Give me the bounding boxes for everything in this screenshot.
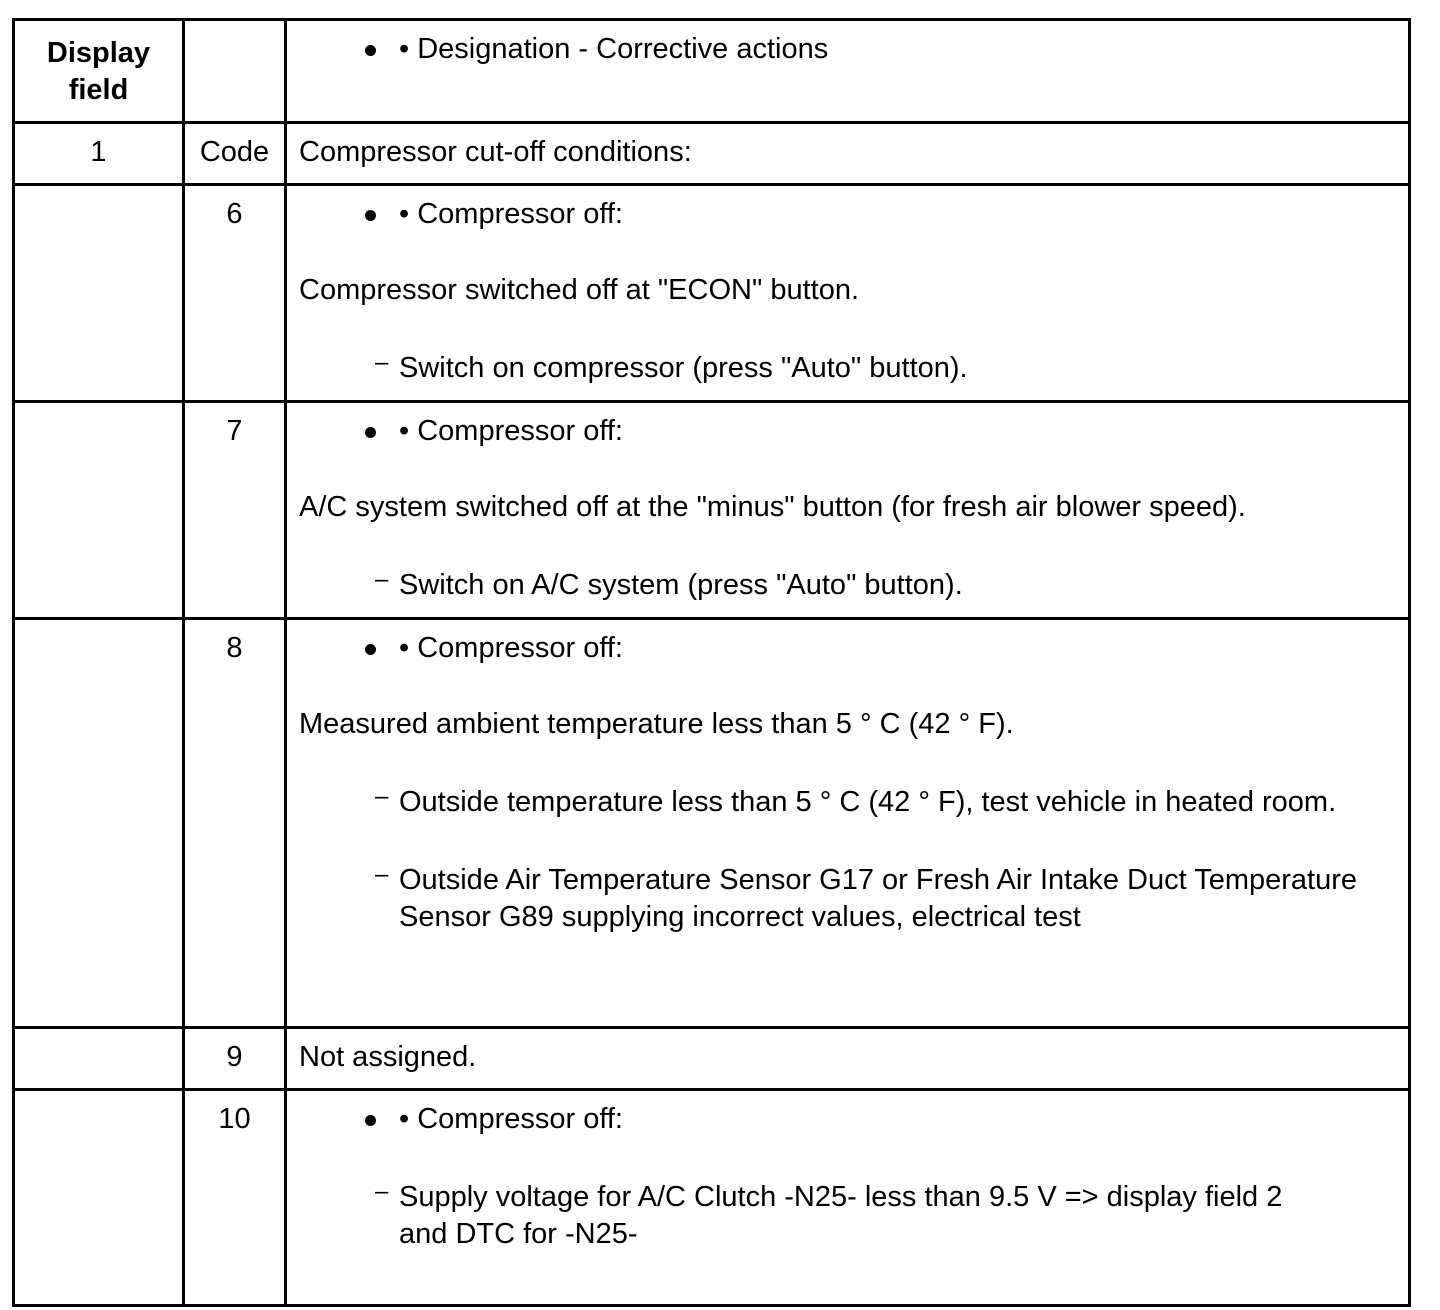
dash-icon: – — [375, 861, 389, 888]
bullet-text: • Compressor off: — [399, 632, 623, 664]
description-cell — [286, 123, 1410, 185]
row-title: Compressor cut-off conditions: — [299, 136, 692, 168]
display-field-cell — [14, 619, 184, 1028]
row-title: Not assigned. — [299, 1041, 477, 1073]
condition-note: Measured ambient temperature less than 5 ° C (42 ° F). — [299, 708, 1014, 740]
dash-icon: – — [375, 349, 389, 376]
description-cell — [286, 402, 1410, 619]
table-row — [14, 402, 1410, 619]
bullet-icon — [365, 210, 376, 221]
action-text: Switch on A/C system (press "Auto" button). — [399, 569, 963, 601]
bullet-text: • Compressor off: — [399, 198, 623, 230]
display-field-cell — [14, 185, 184, 402]
bullet-text: • Compressor off: — [399, 415, 623, 447]
code-cell: Code — [184, 123, 286, 185]
description-cell — [286, 1028, 1410, 1090]
bullet-icon — [365, 644, 376, 655]
display-field-cell — [14, 402, 184, 619]
code-cell: 6 — [184, 185, 286, 402]
condition-note: A/C system switched off at the "minus" button (for fresh air blower speed). — [299, 491, 1246, 523]
code-cell: 9 — [184, 1028, 286, 1090]
display-field-cell — [14, 1028, 184, 1090]
table-row — [14, 123, 1410, 185]
description-cell — [286, 1090, 1410, 1306]
dash-icon: – — [375, 566, 389, 593]
action-text: Outside temperature less than 5 ° C (42 ° F), test vehicle in heated room. — [399, 786, 1337, 818]
bullet-icon — [365, 427, 376, 438]
bullet-icon — [365, 1115, 376, 1126]
bullet-icon — [365, 45, 376, 56]
condition-note: Compressor switched off at "ECON" button. — [299, 274, 860, 306]
action-text: Switch on compressor (press "Auto" button). — [399, 352, 968, 384]
code-cell: 8 — [184, 619, 286, 1028]
action-text: Supply voltage for A/C Clutch -N25- less than 9.5 V => display field 2 — [399, 1181, 1283, 1213]
description-cell — [286, 185, 1410, 402]
header-display-field-label: Display field — [46, 37, 151, 106]
table-row — [14, 619, 1410, 1028]
header-code — [184, 20, 286, 123]
header-designation-label: • Designation - Corrective actions — [399, 33, 829, 65]
display-field-cell: 1 — [14, 123, 184, 185]
table-header-row — [14, 20, 1410, 123]
table-row — [14, 1090, 1410, 1306]
code-cell: 10 — [184, 1090, 286, 1306]
dash-icon: – — [375, 1178, 389, 1205]
header-display-field — [14, 20, 184, 123]
description-cell — [286, 619, 1410, 1028]
code-cell: 7 — [184, 402, 286, 619]
dash-icon: – — [375, 783, 389, 810]
action-text: Outside Air Temperature Sensor G17 or Fresh Air Intake Duct Temperature Sensor G89 supplying incorrect values, electrical test — [399, 864, 1357, 933]
header-designation — [286, 20, 1410, 123]
table-row — [14, 1028, 1410, 1090]
action-text-continued: and DTC for -N25- — [399, 1218, 638, 1250]
display-field-cell — [14, 1090, 184, 1306]
table-row — [14, 185, 1410, 402]
bullet-text: • Compressor off: — [399, 1103, 623, 1135]
corrective-actions-table — [12, 18, 1411, 1307]
